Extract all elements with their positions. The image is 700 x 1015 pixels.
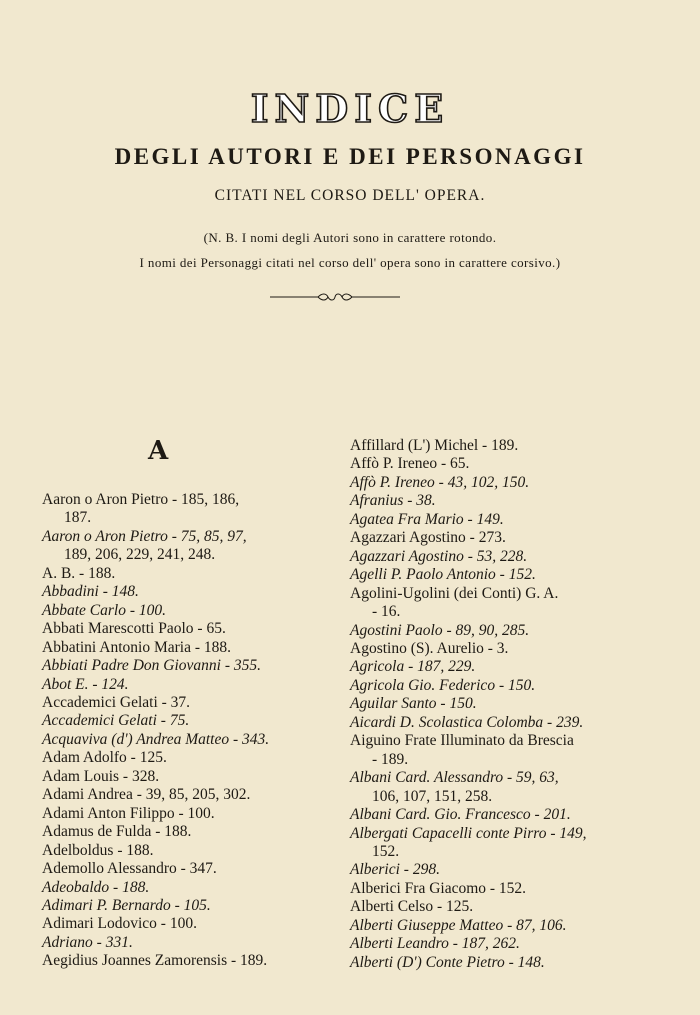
index-entry: Acquaviva (d') Andrea Matteo - 343. (42, 730, 270, 748)
index-entry: A. B. - 188. (42, 564, 116, 582)
index-entry: Adimari Lodovico - 100. (42, 915, 197, 933)
index-entry: Albani Card. Gio. Francesco - 201. (350, 806, 571, 824)
index-entry: Abot E. - 124. (42, 675, 129, 693)
index-entry: Agolini-Ugolini (dei Conti) G. A. (350, 584, 559, 602)
page-subtitle: DEGLI AUTORI E DEI PERSONAGGI (114, 144, 586, 169)
index-entry: - 189. (372, 750, 409, 768)
page-title: INDICE (250, 86, 450, 131)
index-entry: Aicardi D. Scolastica Colomba - 239. (350, 713, 584, 731)
index-entry: Adam Adolfo - 125. (42, 749, 167, 767)
index-entry: Alberti Celso - 125. (350, 898, 474, 916)
index-entry: Agricola - 187, 229. (350, 658, 476, 676)
index-entry: Accademici Gelati - 75. (42, 712, 190, 730)
index-entry: Adami Andrea - 39, 85, 205, 302. (42, 786, 251, 804)
note-line-2: I nomi dei Personaggi citati nel corso dell' opera sono in carattere corsivo.) (139, 255, 561, 270)
index-entry: 187. (64, 509, 92, 527)
index-entry: Adelboldus - 188. (42, 841, 154, 859)
index-entry: Adami Anton Filippo - 100. (42, 804, 215, 822)
index-entry: 189, 206, 229, 241, 248. (64, 546, 216, 564)
index-entry: Alberici - 298. (350, 861, 440, 879)
ornament-divider-icon (270, 290, 400, 304)
index-entry: Accademici Gelati - 37. (42, 693, 191, 711)
index-entry: Adamus de Fulda - 188. (42, 823, 192, 841)
index-entry: Aguilar Santo - 150. (350, 695, 477, 713)
index-entry: Aaron o Aron Pietro - 75, 85, 97, (42, 527, 247, 545)
index-entry: Alberti Giuseppe Matteo - 87, 106. (350, 916, 567, 934)
index-entry: Aegidius Joannes Zamorensis - 189. (42, 952, 268, 970)
index-entry: Agostini Paolo - 89, 90, 285. (350, 621, 530, 639)
index-entry: Affò P. Ireneo - 65. (350, 455, 470, 473)
index-entry: Agricola Gio. Federico - 150. (350, 676, 536, 694)
index-entry: Agostino (S). Aurelio - 3. (350, 639, 509, 657)
index-entry: Abbadini - 148. (42, 583, 139, 601)
index-entry: Aiguino Frate Illuminato da Brescia (350, 732, 574, 750)
index-entry: Abbiati Padre Don Giovanni - 355. (42, 657, 261, 675)
index-entry: Adeobaldo - 188. (42, 878, 150, 896)
index-entry: - 16. (372, 603, 401, 621)
index-entry: 106, 107, 151, 258. (372, 787, 493, 805)
index-entry: 152. (372, 842, 400, 860)
index-entry: Adriano - 331. (42, 933, 133, 951)
index-entry: Adimari P. Bernardo - 105. (42, 896, 211, 914)
section-letter: A (148, 436, 169, 466)
index-entry: Agelli P. Paolo Antonio - 152. (350, 566, 536, 584)
index-entry: Affò P. Ireneo - 43, 102, 150. (350, 473, 530, 491)
index-entry: Aaron o Aron Pietro - 185, 186, (42, 491, 240, 508)
note-line-1: (N. B. I nomi degli Autori sono in carattere rotondo. (203, 230, 497, 245)
index-entry: Albani Card. Alessandro - 59, 63, (350, 769, 559, 787)
index-entry: Abbate Carlo - 100. (42, 601, 166, 619)
index-entry: Affillard (L') Michel - 189. (350, 437, 519, 454)
index-entry: Abbatini Antonio Maria - 188. (42, 638, 231, 656)
left-index-column (42, 491, 317, 971)
index-entry: Albergati Capacelli conte Pirro - 149, (350, 824, 587, 842)
index-entry: Ademollo Alessandro - 347. (42, 860, 217, 878)
index-entry: Agatea Fra Mario - 149. (350, 510, 504, 528)
index-entry: Adam Louis - 328. (42, 767, 160, 785)
right-index-column (350, 437, 625, 972)
index-entry: Alberici Fra Giacomo - 152. (350, 879, 527, 897)
index-entry: Alberti Leandro - 187, 262. (350, 935, 520, 953)
index-entry: Abbati Marescotti Paolo - 65. (42, 620, 226, 638)
index-entry: Alberti (D') Conte Pietro - 148. (350, 953, 545, 971)
index-entry: Agazzari Agostino - 53, 228. (350, 547, 528, 565)
index-entry: Afranius - 38. (350, 492, 436, 510)
page-subtitle-2: CITATI NEL CORSO DELL' OPERA. (214, 187, 486, 204)
index-entry: Agazzari Agostino - 273. (350, 529, 506, 547)
